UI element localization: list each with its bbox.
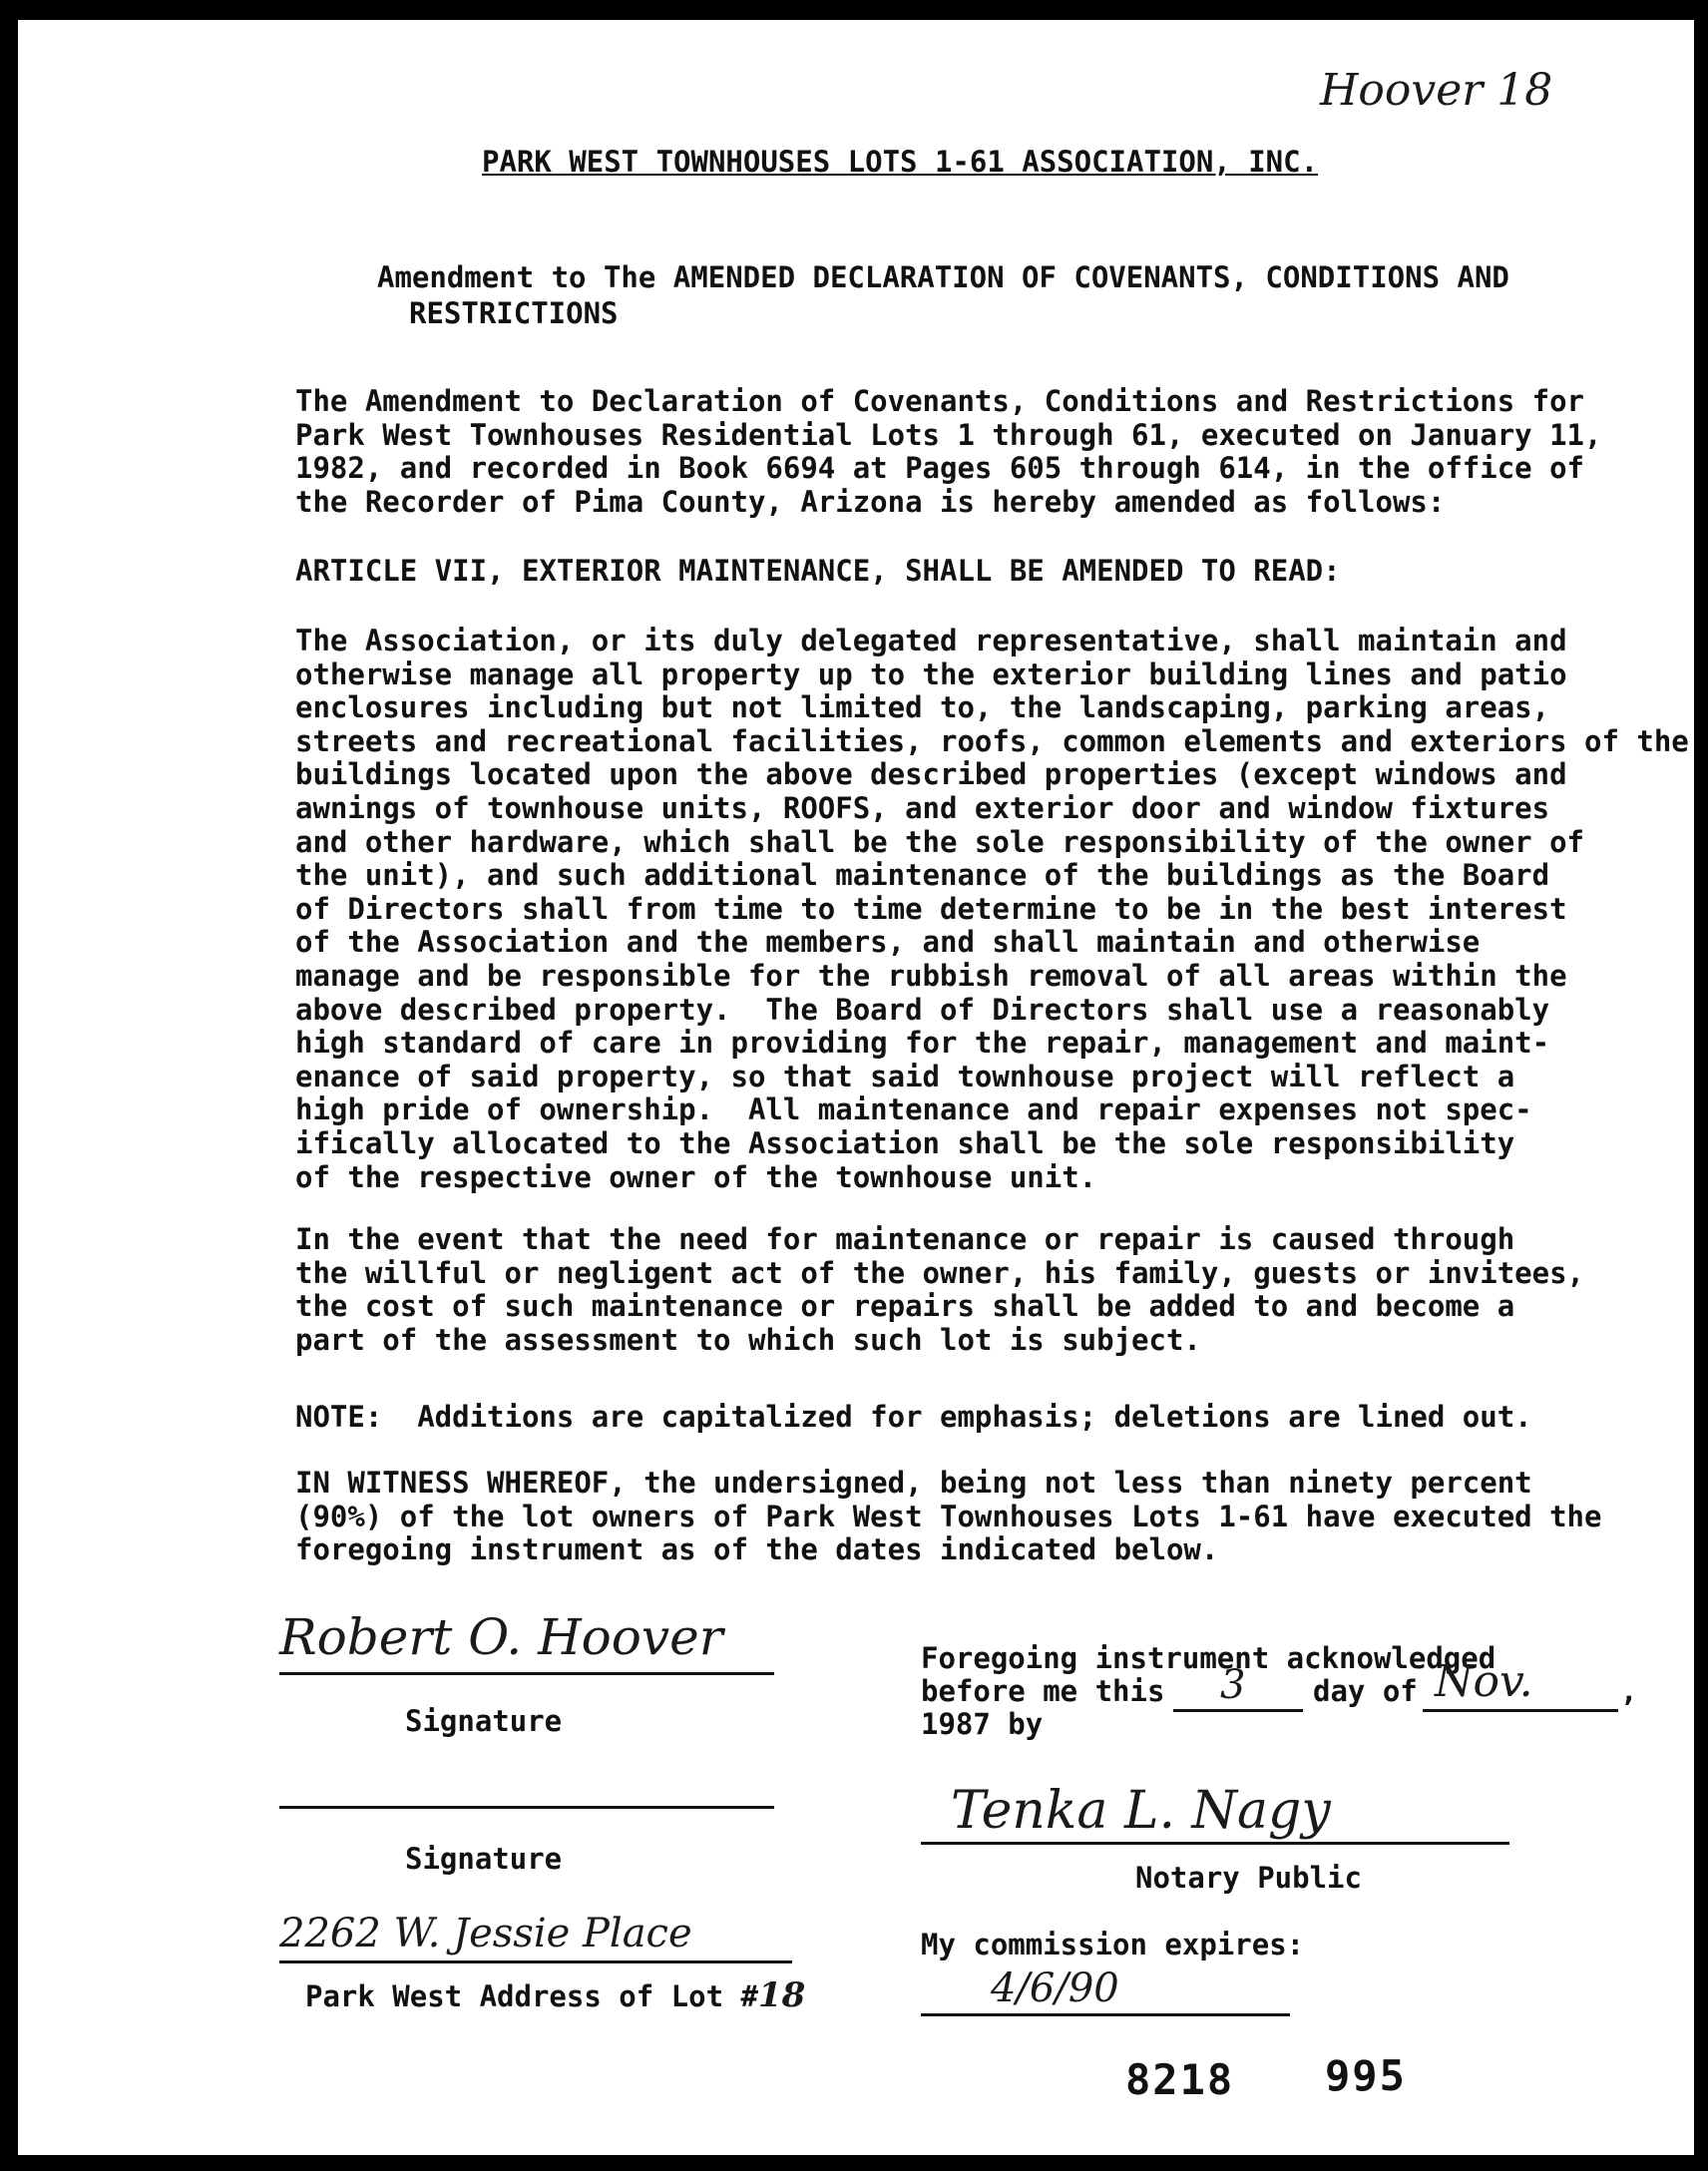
acknowledgment-year: 1987 by bbox=[921, 1707, 1044, 1741]
address-label bbox=[305, 1975, 805, 2015]
address-label-text: Park West Address of Lot # bbox=[305, 1979, 758, 2013]
subtitle-line-2: RESTRICTIONS bbox=[409, 296, 619, 330]
article-heading: ARTICLE VII, EXTERIOR MAINTENANCE, SHALL BE AMENDED TO READ: bbox=[295, 554, 1341, 588]
handwritten-header: Hoover 18 bbox=[1320, 65, 1553, 116]
note-line: NOTE: Additions are capitalized for emphasis; deletions are lined out. bbox=[295, 1400, 1532, 1434]
notary-signature-line bbox=[921, 1842, 1509, 1845]
subtitle-line-1: Amendment to The AMENDED DECLARATION OF COVENANTS, CONDITIONS AND bbox=[377, 260, 1509, 294]
page-number: 995 bbox=[1325, 2051, 1407, 2100]
acknowledgment-line-2: before me this bbox=[921, 1674, 1165, 1708]
document-subtitle bbox=[377, 259, 1524, 331]
commission-label: My commission expires: bbox=[921, 1928, 1305, 1961]
negligence-paragraph: In the event that the need for maintenance or repair is caused through the willful or negligent act of the owner, his family, guests or invitees, the cost of such maintenance or repairs shall be added to and become a part of the assessment to which such lot is subject. bbox=[295, 1222, 1585, 1357]
day-of-label: day of bbox=[1313, 1674, 1418, 1708]
signature-1-label: Signature bbox=[405, 1704, 563, 1738]
document-title: PARK WEST TOWNHOUSES LOTS 1-61 ASSOCIATION, INC. bbox=[482, 145, 1319, 179]
address-handwritten: 2262 W. Jessie Place bbox=[279, 1911, 692, 1956]
month-handwritten: Nov. bbox=[1435, 1656, 1533, 1707]
month-blank-line bbox=[1423, 1709, 1618, 1712]
month-comma: , bbox=[1620, 1674, 1638, 1708]
document-page bbox=[18, 20, 1694, 2155]
commission-date-line bbox=[921, 2013, 1290, 2016]
notary-signature-handwritten: Tenka L. Nagy bbox=[951, 1781, 1331, 1841]
amendment-intro-paragraph: The Amendment to Declaration of Covenants, Conditions and Restrictions for Park West Townhouses Residential Lots 1 through 61, executed on January 11, 1982, and recorded in Book 6694 at Pages 605 through 614, in the office of the Recorder of Pima County, Arizona is hereby amended as follows: bbox=[295, 384, 1602, 519]
acknowledgment-line-1: Foregoing instrument acknowledged bbox=[921, 1641, 1496, 1675]
address-line bbox=[279, 1960, 792, 1963]
notary-public-label: Notary Public bbox=[1135, 1861, 1362, 1895]
commission-date-handwritten: 4/6/90 bbox=[991, 1965, 1119, 2011]
maintenance-paragraph: The Association, or its duly delegated representative, shall maintain and otherwise manage all property up to the exterior building lines and patio enclosures including but not limited to, the landscaping, parking areas, streets and recreational facilities, roofs, common elements and exteriors of the buildings located upon the above described properties (except windows and awnings of townhouse units, ROOFS, and exterior door and window fixtures and other hardware, which shall be the sole responsibility of the owner of the unit), and such additional maintenance of the buildings as the Board of Directors shall from time to time determine to be in the best interest of the Association and the members, and shall maintain and otherwise manage and be responsible for the rubbish removal of all areas within the above described property. The Board of Directors shall use a reasonably high standard of care in providing for the repair, management and maint- enance of said property, so that said townhouse project will reflect a high pride of ownership. All maintenance and repair expenses not spec- ifically allocated to the Association shall be the sole responsibility of the respective owner of the townhouse unit. bbox=[295, 624, 1689, 1194]
signature-2-label: Signature bbox=[405, 1842, 563, 1876]
day-handwritten: 3 bbox=[1220, 1662, 1246, 1708]
signature-2-line bbox=[279, 1806, 774, 1809]
signature-1-handwritten: Robert O. Hoover bbox=[279, 1608, 723, 1666]
book-number: 8218 bbox=[1125, 2055, 1235, 2104]
witness-paragraph: IN WITNESS WHEREOF, the undersigned, being not less than ninety percent (90%) of the lot owners of Park West Townhouses Lots 1-61 have executed the foregoing instrument as of the dates indicated below. bbox=[295, 1466, 1602, 1567]
day-blank-line bbox=[1173, 1709, 1303, 1712]
lot-number-handwritten: 18 bbox=[757, 1975, 806, 2015]
signature-1-line bbox=[279, 1672, 774, 1675]
